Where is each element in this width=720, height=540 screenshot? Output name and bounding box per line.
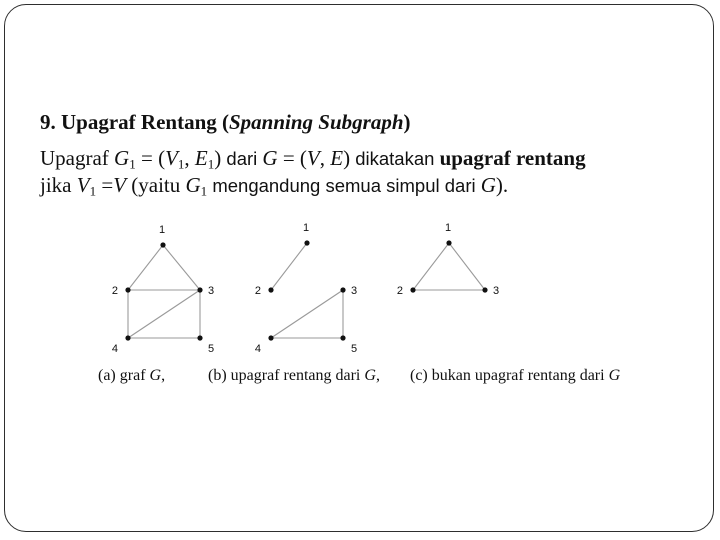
vertex-2: [125, 287, 130, 292]
sym-g1b: G: [185, 173, 201, 197]
term-upagraf-rentang: upagraf rentang: [439, 146, 586, 170]
edge-1-3: [449, 243, 485, 290]
vertex-label-1: 1: [302, 222, 310, 234]
word-upagraf: Upagraf: [40, 146, 109, 170]
heading-title-en: Spanning Subgraph: [229, 110, 404, 134]
vertex-2: [268, 287, 273, 292]
heading-number: 9.: [40, 110, 56, 134]
vertex-2: [410, 287, 415, 292]
word-yaitu: (yaitu: [126, 173, 186, 197]
vertex-4: [125, 335, 130, 340]
caption-c-g: G: [608, 367, 621, 384]
vertex-label-2: 2: [396, 285, 403, 297]
vertex-3: [482, 287, 487, 292]
edge-1-2: [271, 243, 307, 290]
edge-1-3: [163, 245, 200, 290]
vertex-5: [197, 335, 202, 340]
vertex-5: [340, 335, 345, 340]
eq-3: =: [96, 173, 114, 197]
phrase-mengandung: mengandung semua simpul dari: [207, 175, 481, 196]
sym-e: E: [330, 146, 344, 170]
sym-g1: G: [114, 146, 130, 170]
caption-a-g: G: [149, 367, 162, 384]
caption-c: [410, 367, 620, 385]
sym-g: G: [262, 146, 278, 170]
word-jika: jika: [40, 173, 77, 197]
sub-e1: 1: [207, 156, 215, 172]
word-dari: dari: [221, 148, 263, 169]
edge-1-2: [128, 245, 163, 290]
vertex-label-1: 1: [158, 224, 166, 236]
caption-c-text: (c) bukan upagraf rentang dari: [410, 367, 609, 384]
vertex-3: [197, 287, 202, 292]
caption-a: [98, 367, 165, 385]
sym-v1b: V: [76, 173, 90, 197]
vertex-label-4: 4: [111, 343, 118, 355]
vertex-3: [340, 287, 345, 292]
heading-title: Upagraf Rentang: [61, 110, 217, 134]
close-1: ): [214, 146, 222, 170]
vertex-label-3: 3: [208, 285, 215, 297]
edge-3-4: [128, 290, 200, 338]
eq-2: = (: [277, 146, 307, 170]
heading-paren-open: (: [222, 110, 229, 134]
end-punct: ).: [495, 173, 509, 197]
sym-e1: E: [194, 146, 208, 170]
caption-b: [208, 367, 380, 385]
sym-v1: V: [165, 146, 178, 170]
caption-b-suffix: ,: [375, 367, 380, 384]
vertex-label-2: 2: [254, 285, 261, 297]
caption-a-text: (a) graf: [98, 367, 150, 384]
vertex-label-3: 3: [351, 285, 358, 297]
eq-1: = (: [135, 146, 166, 170]
sub-v1b: 1: [89, 183, 97, 199]
caption-b-text: (b) upagraf rentang dari: [208, 367, 365, 384]
word-dikatakan: dikatakan: [350, 148, 440, 169]
vertex-label-4: 4: [254, 343, 261, 355]
graph-b: [255, 222, 357, 355]
vertex-label-2: 2: [111, 285, 118, 297]
vertex-label-3: 3: [493, 285, 500, 297]
vertex-label-5: 5: [351, 343, 358, 355]
heading-paren-close: ): [403, 110, 411, 134]
vertex-1: [304, 240, 309, 245]
sub-v1: 1: [177, 156, 185, 172]
graph-a: [112, 224, 214, 355]
caption-b-g: G: [364, 367, 376, 384]
graph-c: [397, 222, 499, 297]
comma-2: ,: [319, 146, 331, 170]
caption-a-suffix: ,: [161, 367, 166, 384]
sub-g1b: 1: [200, 183, 208, 199]
vertex-1: [160, 242, 165, 247]
sym-gb: G: [480, 173, 496, 197]
comma-1: ,: [184, 146, 195, 170]
vertex-4: [268, 335, 273, 340]
sym-vb: V: [113, 173, 127, 197]
close-2: ): [343, 146, 351, 170]
edge-3-4: [271, 290, 343, 338]
vertex-1: [446, 240, 451, 245]
sym-v: V: [306, 146, 320, 170]
vertex-label-1: 1: [444, 222, 452, 234]
sub-g1: 1: [129, 156, 136, 172]
edge-1-2: [413, 243, 449, 290]
vertex-label-5: 5: [208, 343, 215, 355]
